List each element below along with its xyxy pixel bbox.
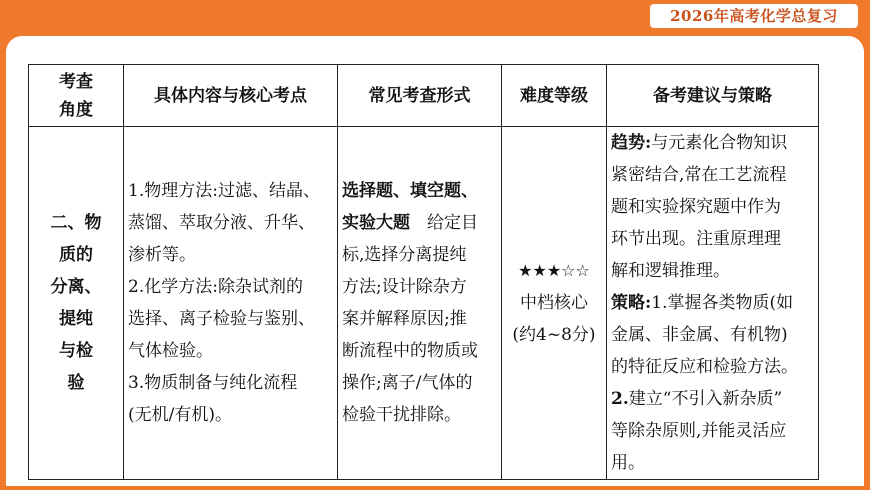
difficulty-level: 中档核心 — [520, 293, 588, 313]
table-row — [29, 127, 819, 480]
form-cell: 选择题、填空题、 实验大题 给定目 标,选择分离提纯 方法;设计除杂方 案并解释原因;推 断流程中的物质或 操作;离子/气体的 检验干扰排除。 — [338, 127, 502, 480]
angle-cell: 二、物 质的 分离、 提纯 与检 验 — [29, 127, 124, 480]
content-cell: 1.物理方法:过滤、结晶、 蒸馏、萃取分液、升华、 渗析等。 2.化学方法:除杂试剂的 选择、离子检验与鉴别、 气体检验。 3.物质制备与纯化流程 (无机/有机)。 — [124, 127, 338, 480]
course-title-badge: 2026年高考化学总复习 — [650, 4, 858, 28]
header-row — [29, 65, 819, 127]
header-angle: 考查 角度 — [29, 65, 124, 127]
difficulty-score: (约4~8分) — [512, 325, 596, 345]
header-form: 常见考查形式 — [338, 65, 502, 127]
advice-cell: 趋势:与元素化合物知识 紧密结合,常在工艺流程 题和实验探究题中作为 环节出现。注重原理理 解和逻辑推理。 策略:1.掌握各类物质(如 金属、非金属、有机物) 的特征反应和检验方法。 2.建立“不引入新杂质” 等除杂原则,并能灵活应 用。 — [607, 127, 819, 480]
header-content: 具体内容与核心考点 — [124, 65, 338, 127]
difficulty-cell — [502, 127, 607, 480]
difficulty-stars: ★★★☆☆ — [518, 261, 590, 280]
header-advice: 备考建议与策略 — [607, 65, 819, 127]
content-panel — [6, 36, 864, 486]
header-difficulty: 难度等级 — [502, 65, 607, 127]
study-plan-table — [28, 64, 819, 480]
